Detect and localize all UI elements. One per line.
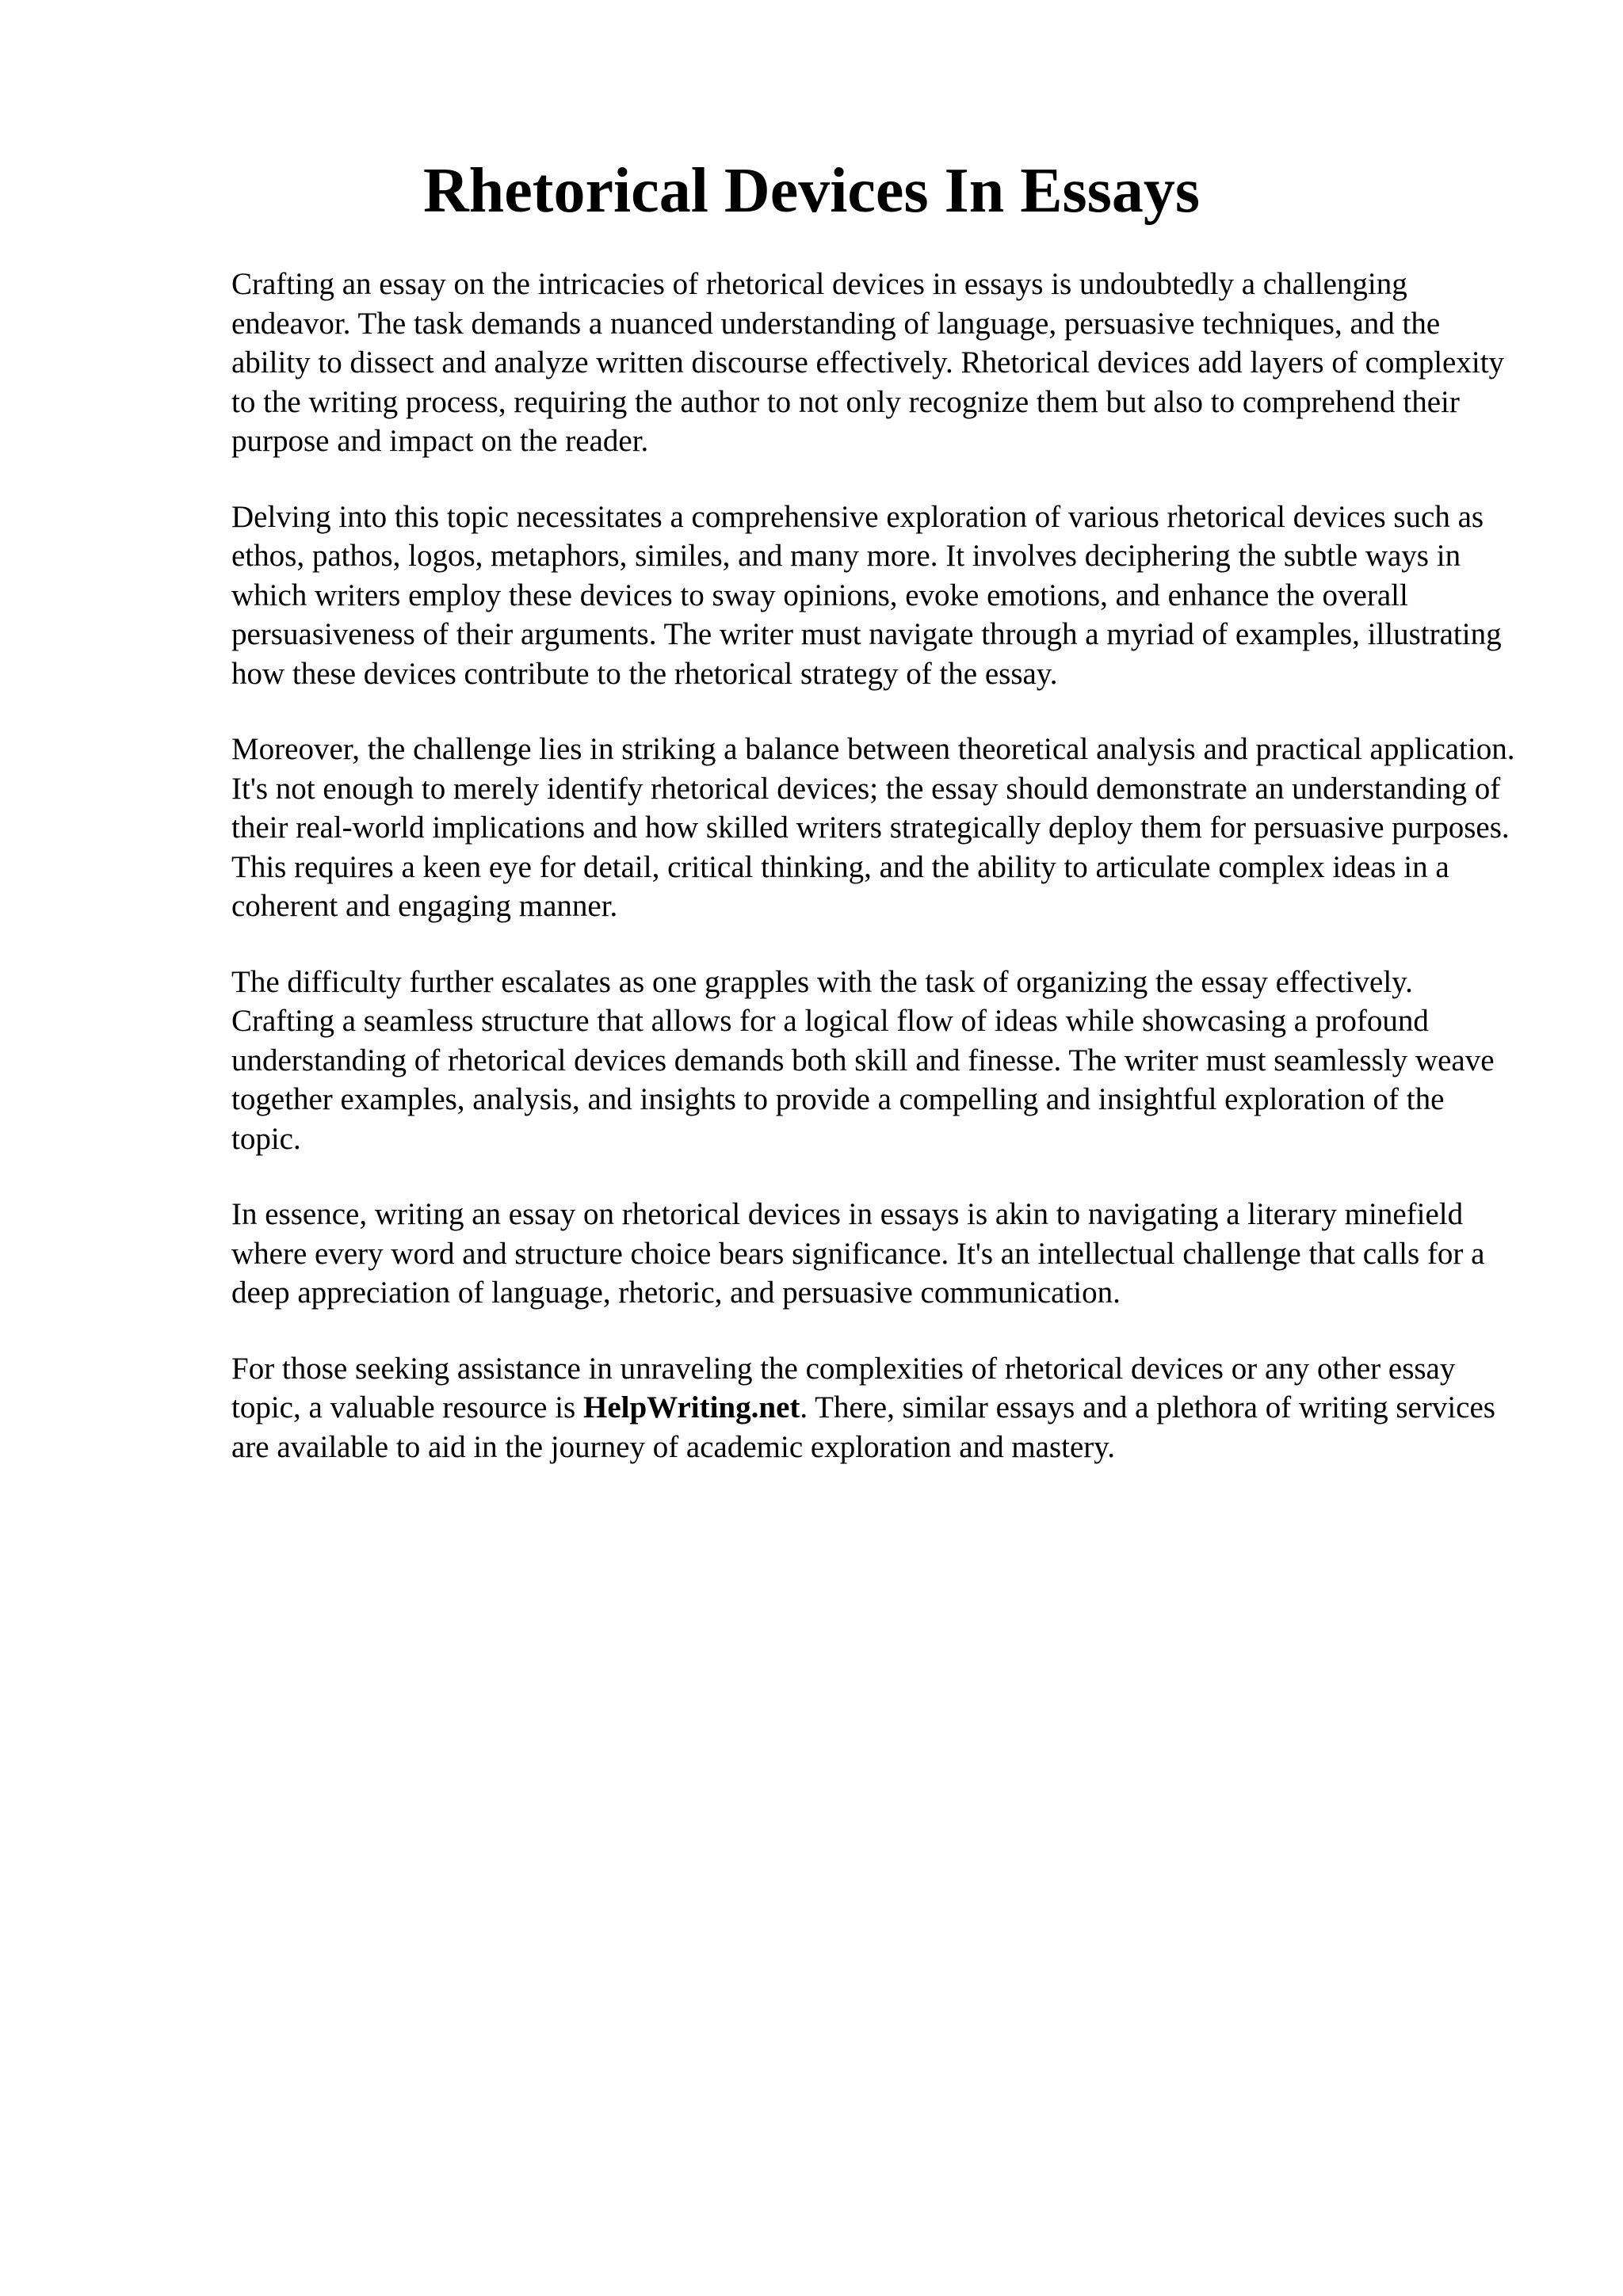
paragraph-6-lead: For those seeking assistance in unraveling the complexities of rhetorical devices or any other essay topic, a valuable resource is bbox=[231, 1351, 1456, 1425]
paragraph-4: The difficulty further escalates as one grapples with the task of organizing the essay effectively. Crafting a seamless structure that allows for a logical flow of ideas while showcasing a profound understanding of rhetorical devices demands both skill and finesse. The writer must seamlessly weave together examples, analysis, and insights to provide a compelling and insightful exploration of the topic. bbox=[231, 964, 1495, 1156]
paragraph-2: Delving into this topic necessitates a comprehensive exploration of various rhetorical devices such as ethos, pathos, logos, metaphors, similes, and many more. It involves deciphering the subtle ways in which writers employ these devices to sway opinions, evoke emotions, and enhance the overall persuasiveness of their arguments. The writer must navigate through a myriad of examples, illustrating how these devices contribute to the rhetorical strategy of the essay. bbox=[231, 499, 1502, 691]
helpwriting-link[interactable]: HelpWriting.net bbox=[583, 1390, 800, 1425]
paragraph-5: In essence, writing an essay on rhetorical devices in essays is akin to navigating a literary minefield where every word and structure choice bears significance. It's an intellectual challenge that calls for a deep appreciation of language, rhetoric, and persuasive communication. bbox=[231, 1197, 1485, 1310]
paragraph-6-tail: . There, similar essays and a plethora of writing services are available to aid in the journey of academic exploration and mastery. bbox=[231, 1390, 1495, 1464]
paragraph-3: Moreover, the challenge lies in striking a balance between theoretical analysis and practical application. It's not enough to merely identify rhetorical devices; the essay should demonstrate an understanding of their real-world implications and how skilled writers strategically deploy them for persuasive purposes. This requires a keen eye for detail, critical thinking, and the ability to articulate complex ideas in a coherent and engaging manner. bbox=[231, 732, 1515, 923]
paragraph-6 bbox=[231, 1349, 1515, 1467]
paragraph-1: Crafting an essay on the intricacies of rhetorical devices in essays is undoubtedly a challenging endeavor. The task demands a nuanced understanding of language, persuasive techniques, and the ability to dissect and analyze written discourse effectively. Rhetorical devices add layers of complexity to the writing process, requiring the author to not only recognize them but also to comprehend their purpose and impact on the reader. bbox=[231, 267, 1505, 458]
essay-body bbox=[231, 265, 1515, 1503]
page-title: Rhetorical Devices In Essays bbox=[423, 156, 1200, 226]
